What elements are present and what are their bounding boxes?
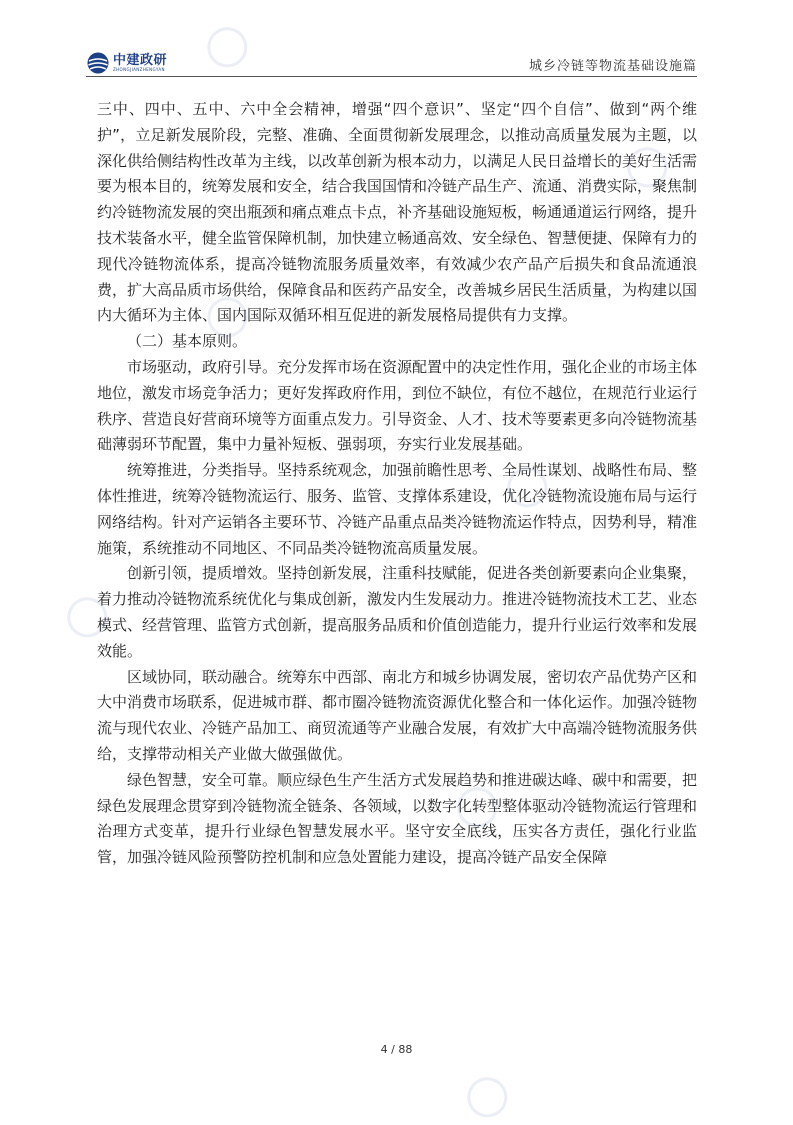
paragraph-continuation: 三中、四中、五中、六中全会精神，增强“四个意识”、坚定“四个自信”、做到“两个维护”，立足新发展阶段，完整、准确、全面贯彻新发展理念，以推动高质量发展为主题，以深化供给侧结构性改革为主线，以改革创新为根本动力，以满足人民日益增长的美好生活需要为根本目的，统筹发展和安全，结合我国国情和冷链产品生产、流通、消费实际，聚焦制约冷链物流发展的突出瓶颈和痛点难点卡点，补齐基础设施短板，畅通通道运行网络，提升技术装备水平，健全监管保障机制，加快建立畅通高效、安全绿色、智慧便捷、保障有力的现代冷链物流体系，提高冷链物流服务质量效率，有效减少农产品产后损失和食品流通浪费，扩大高品质市场供给，保障食品和医药产品安全，改善城乡居民生活质量，为构建以国内大循环为主体、国内国际双循环相互促进的新发展格局提供有力支撑。 [97, 100, 698, 325]
page-number: 4 / 88 [380, 1043, 413, 1056]
watermark [460, 1068, 518, 1125]
principle-paragraph: 创新引领，提质增效。坚持创新发展，注重科技赋能，促进各类创新要素向企业集聚，着力推动冷链物流系统优化与集成创新，激发内生发展动力。推进冷链物流技术工艺、业态模式、经营管理、监管方式创新，提高服务品质和价值创造能力，提升行业运行效率和发展效能。 [97, 564, 698, 660]
logo-wordmark: 中建政研 [113, 53, 168, 68]
logo-subtext: ZHONGJIANZHENGYAN [113, 67, 165, 72]
globe-logo-icon [86, 51, 110, 75]
principle-paragraph: 统筹推进，分类指导。坚持系统观念，加强前瞻性思考、全局性谋划、战略性布局、整体性推进，统筹冷链物流运行、服务、监管、支撑体系建设，优化冷链物流设施布局与运行网络结构。针对产运销各主要环节、冷链产品重点品类冷链物流运作特点，因势利导，精准施策，系统推动不同地区、不同品类冷链物流高质量发展。 [97, 461, 698, 557]
watermark-logo-icon [460, 1070, 515, 1125]
page-header [86, 50, 697, 76]
principle-paragraph: 绿色智慧，安全可靠。顺应绿色生产生活方式发展趋势和推进碳达峰、碳中和需要，把绿色发展理念贯穿到冷链物流全链条、各领域，以数字化转型整体驱动冷链物流运行管理和治理方式变革，提升行业绿色智慧发展水平。坚守安全底线，压实各方责任，强化行业监管，加强冷链风险预警防控机制和应急处置能力建设，提高冷链产品安全保障 [97, 770, 698, 867]
section-heading: （二）基本原则。 [127, 332, 248, 351]
document-body [97, 97, 697, 871]
principle-paragraph: 区域协同，联动融合。统筹东中西部、南北方和城乡协调发展，密切农产品优势产区和大中消费市场联系，促进城市群、都市圈冷链物流资源优化整合和一体化运作。加强冷链物流与现代农业、冷链产品加工、商贸流通等产业融合发展，有效扩大中高端冷链物流服务供给，支撑带动相关产业做大做强做优。 [97, 667, 698, 763]
document-section-title: 城乡冷链等物流基础设施篇 [528, 59, 697, 74]
company-logo [86, 50, 167, 76]
header-divider [86, 76, 697, 77]
principle-paragraph: 市场驱动，政府引导。充分发挥市场在资源配置中的决定性作用，强化企业的市场主体地位，激发市场竞争活力；更好发挥政府作用，到位不缺位，有位不越位，在规范行业运行秩序、营造良好营商环境等方面重点发力。引导资金、人才、技术等要素更多向冷链物流基础薄弱环节配置，集中力量补短板、强弱项，夯实行业发展基础。 [97, 357, 698, 454]
